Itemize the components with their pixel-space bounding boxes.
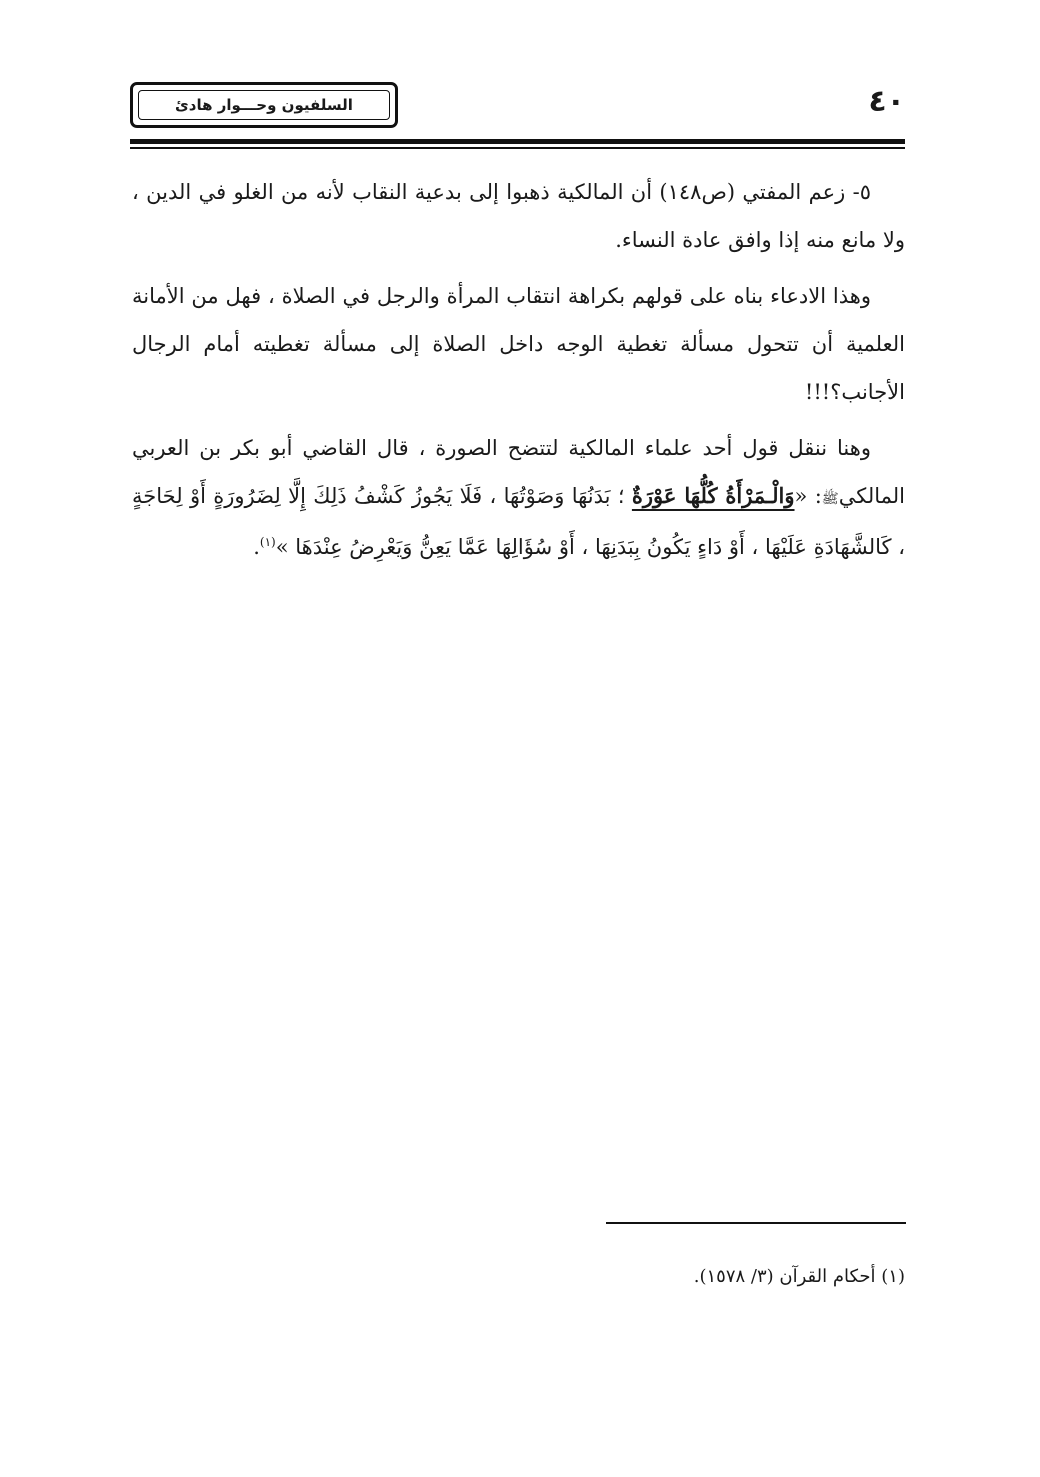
header-rule-thin bbox=[130, 147, 905, 149]
header-rule-thick bbox=[130, 139, 905, 144]
page-header bbox=[130, 82, 905, 152]
paragraph-text: وهنا ننقل قول أحد علماء المالكية لتتضح الصورة ، قال القاضي أبو بكر بن العربي المالكي bbox=[132, 436, 905, 508]
running-title: السلفيون وحـــوار هادئ bbox=[138, 90, 390, 120]
footnote: (١) أحكام القرآن (٣/ ١٥٧٨). bbox=[693, 1266, 905, 1287]
sentence-end: . bbox=[253, 535, 260, 559]
page-number: ٤٠ bbox=[868, 84, 905, 119]
paragraph-text: وهذا الادعاء بناه على قولهم بكراهة انتقاب المرأة والرجل في الصلاة ، فهل من الأمانة العلمية أن تتحول مسألة تغطية الوجه داخل الصلاة إلى مسألة تغطيته أمام الرجال الأجانب؟!!! bbox=[132, 284, 905, 404]
honorific-glyph: ﷺ bbox=[821, 491, 839, 507]
paragraph bbox=[132, 272, 905, 416]
footnote-reference: (١) bbox=[259, 535, 276, 549]
quote-open: : « bbox=[794, 484, 822, 508]
quote-text: ؛ بَدَنُهَا وَصَوْتُهَا ، فَلَا يَجُوزُ كَشْفُ ذَلِكَ إِلَّا لِضَرُورَةٍ أَوْ لِحَاجَةٍ ، كَالشَّهَادَةِ عَلَيْهَا ، أَوْ دَاءٍ يَكُونُ بِبَدَنِهَا ، أَوْ سُؤَالِهَا عَمَّا يَعِنُّ وَيَعْرِضُ عِنْدَهَا » bbox=[132, 484, 905, 559]
quote-emphasis: وَالْـمَرْأَةُ كُلُّهَا عَوْرَةٌ bbox=[631, 483, 795, 508]
running-title-frame bbox=[130, 82, 398, 128]
footnote-separator bbox=[606, 1222, 906, 1224]
body-text bbox=[132, 168, 905, 579]
paragraph-text: ٥- زعم المفتي (ص١٤٨) أن المالكية ذهبوا إلى بدعية النقاب لأنه من الغلو في الدين ، ولا مانع منه إذا وافق عادة النساء. bbox=[132, 180, 905, 252]
paragraph bbox=[132, 424, 905, 571]
paragraph bbox=[132, 168, 905, 264]
